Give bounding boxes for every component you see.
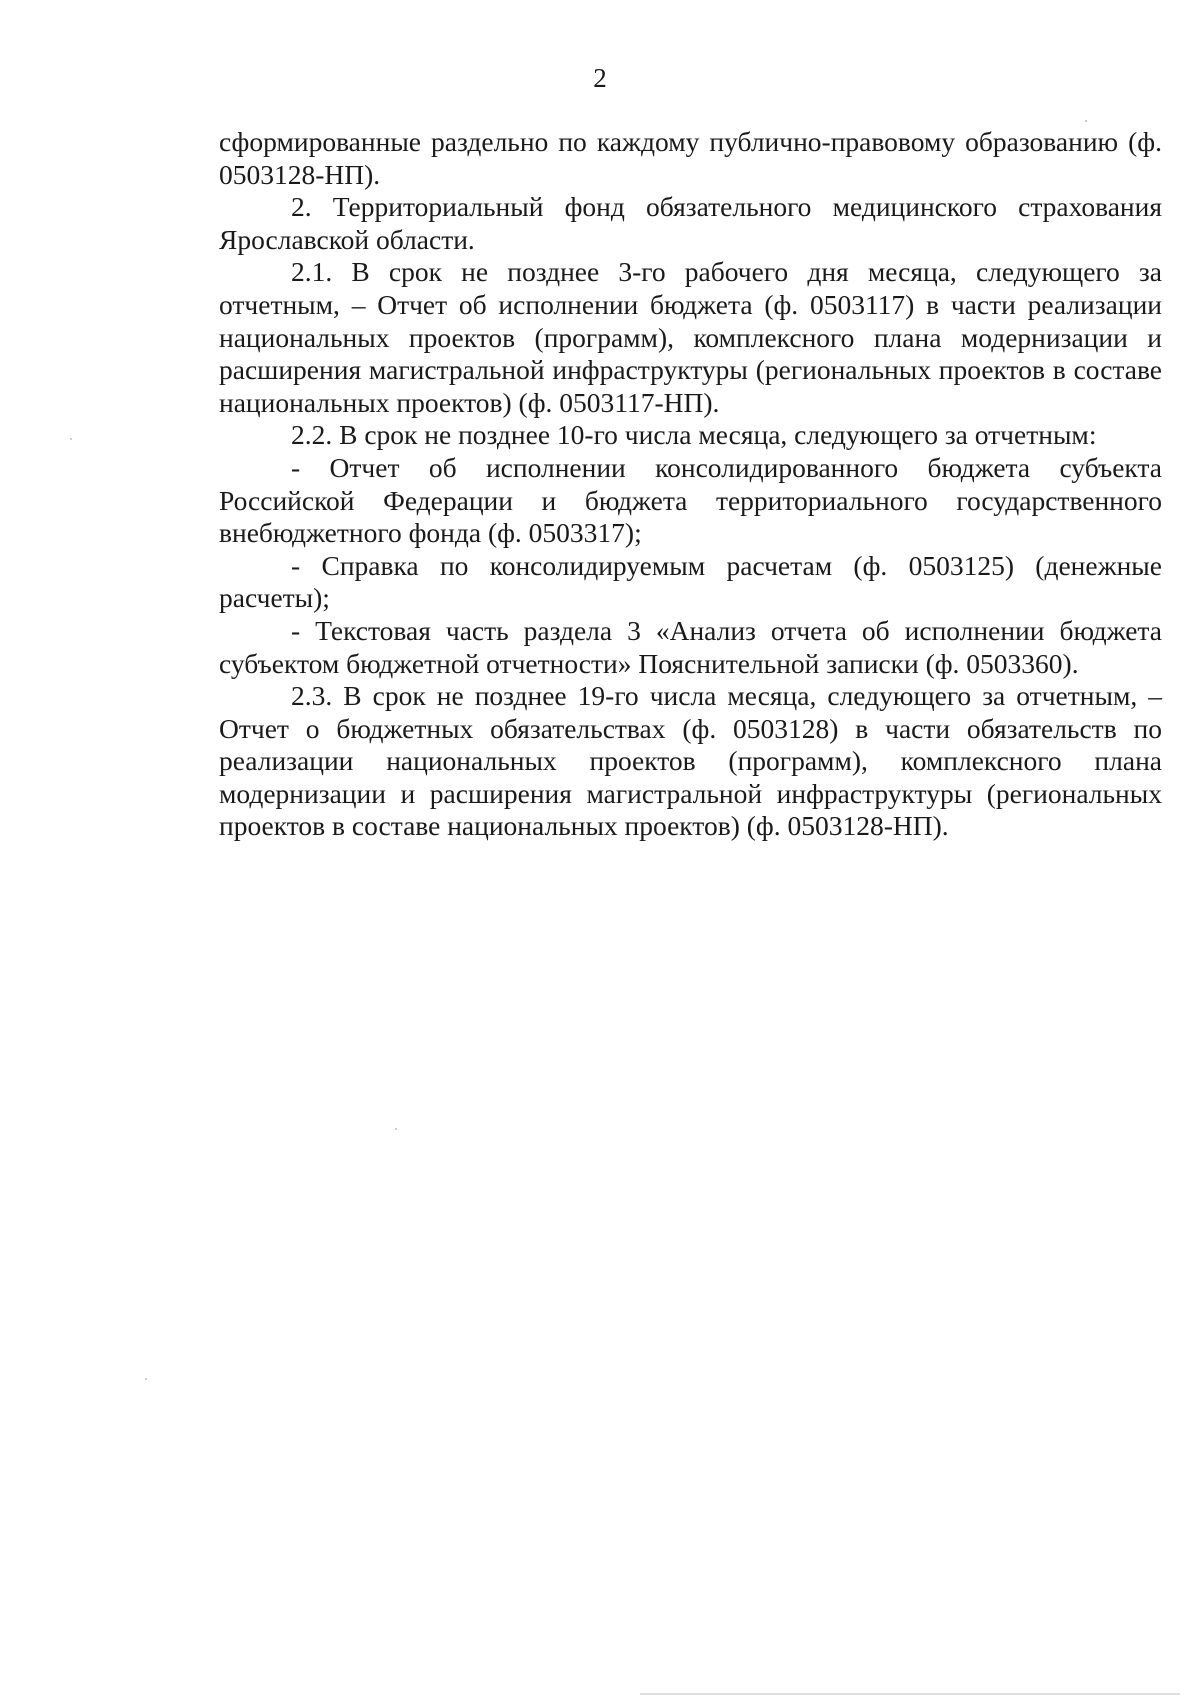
paragraph: 2.3. В срок не позднее 19-го числа месяца, следующего за отчетным, – Отчет о бюджетных обязательствах (ф. 0503128) в части обязательств по реализации национальных проектов (программ), комплексного плана модернизации и расширения магистральной инфраструктуры (региональных проектов в составе национальных проектов) (ф. 0503128-НП). <box>219 680 1162 842</box>
scan-speck <box>1085 120 1087 122</box>
paragraph: сформированные раздельно по каждому публично-правовому образованию (ф. 0503128-НП). <box>219 126 1162 190</box>
scan-edge-line <box>640 1693 1180 1695</box>
scan-speck <box>395 1128 397 1130</box>
document-body <box>219 126 1162 843</box>
page-number: 2 <box>593 63 607 93</box>
paragraph: 2.2. В срок не позднее 10-го числа месяца, следующего за отчетным: <box>291 419 1097 451</box>
paragraph: - Справка по консолидируемым расчетам (ф. 0503125) (денежные расчеты); <box>219 549 1162 614</box>
paragraph: - Текстовая часть раздела 3 «Анализ отчета об исполнении бюджета субъектом бюджетной отчетности» Пояснительной записки (ф. 0503360). <box>219 614 1162 679</box>
paragraph: - Отчет об исполнении консолидированного бюджета субъекта Российской Федерации и бюджета территориального государственного внебюджетного фонда (ф. 0503317); <box>219 451 1162 549</box>
paragraph: 2.1. В срок не позднее 3-го рабочего дня месяца, следующего за отчетным, – Отчет об исполнении бюджета (ф. 0503117) в части реализации национальных проектов (программ), комплексного плана модернизации и расширения магистральной инфраструктуры (региональных проектов в составе национальных проектов) (ф. 0503117-НП). <box>219 256 1162 418</box>
paragraph: 2. Территориальный фонд обязательного медицинского страхования Ярославской области. <box>219 191 1162 255</box>
scan-speck <box>70 438 72 440</box>
scan-speck <box>145 1378 147 1380</box>
